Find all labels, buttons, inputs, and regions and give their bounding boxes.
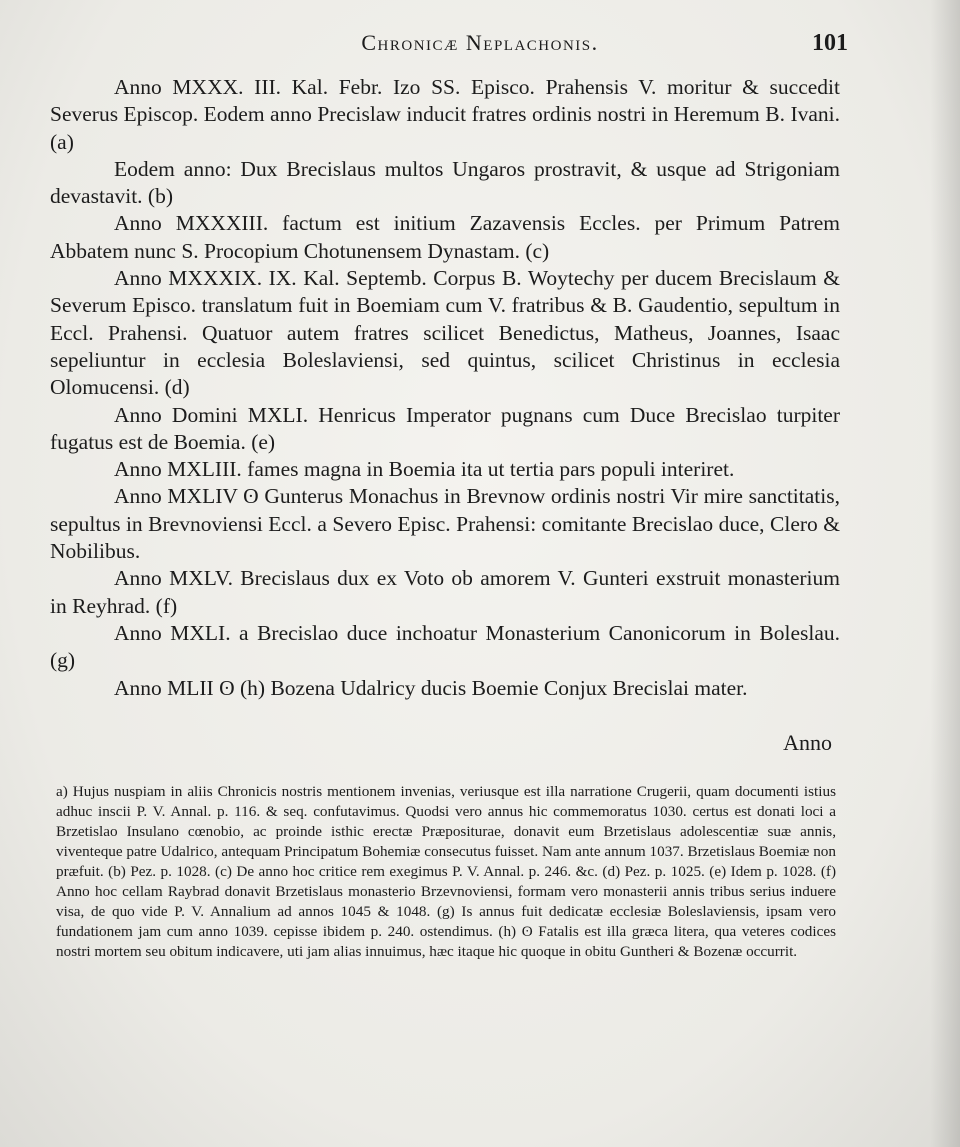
paragraph-anno-1044: Anno MXLIV ʘ Gunterus Monachus in Brevnow ordinis nostri Vir mire sanctitatis, sepultus in Brevnoviensi Eccl. a Severo Episc. Prahensi: comitante Brecislao duce, Clero & Nobilibus. (50, 484, 840, 564)
main-text (50, 74, 840, 702)
paragraph-anno-1045: Anno MXLV. Brecislaus dux ex Voto ob amorem V. Gunteri exstruit monasterium in Reyhrad. (f) (50, 566, 840, 618)
paragraph-anno-1030: Anno MXXX. III. Kal. Febr. Izo SS. Episco. Prahensis V. moritur & succedit Severus Episcop. Eodem anno Precislaw inducit fratres ordinis nostri in Heremum B. Ivani. (a) (50, 75, 840, 154)
page-number: 101 (812, 30, 848, 56)
paragraph-anno-1043: Anno MXLIII. fames magna in Boemia ita ut tertia pars populi interiret. (114, 457, 735, 482)
footnote-text: a) Hujus nuspiam in aliis Chronicis nostris mentionem invenias, veriusque est illa narratione Crugerii, quam documenti istius adhuc inscii P. V. Annal. p. 116. & seq. confutavimus. Quodsi vero annus hic commemoratus 1030. certus est donati loci a Brzetislao Insulano cœnobio, ac proinde isthic erectæ Præpositurae, donavit eum Brzetislaus adolescentiæ suæ annis, viventeque patre Udalrico, antequam Principatum Bohemiæ consecutus fuisset. Nam ante annum 1037. Brzetislaus Boemiæ non præfuit. (b) Pez. p. 1028. (c) De anno hoc critice rem exegimus P. V. Annal. p. 246. &c. (d) Pez. p. 1025. (e) Idem p. 1028. (f) Anno hoc cellam Raybrad donavit Brzetislaus monasterio Brzevnoviensi, formam vero monasterii annis tribus serius induere visa, de quo vide P. V. Annalium ad annos 1045 & 1048. (g) Is annus fuit dedicatæ ecclesiæ Boleslaviensis, ipsam vero fundationem jam cum anno 1039. cepisse ibidem p. 240. ostendimus. (h) ʘ Fatalis est illa græca litera, qua veteres codices nostri mortem seu obitum indicavere, uti jam alias innuimus, hæc itaque hic quoque in obitu Guntheri & Bozenæ occurrit. (56, 783, 836, 960)
page-edge-shadow (930, 0, 960, 1147)
catchword: Anno (783, 730, 832, 755)
page-header (0, 30, 960, 62)
paragraph-anno-1039: Anno MXXXIX. IX. Kal. Septemb. Corpus B. Woytechy per ducem Brecislaum & Severum Episco. translatum fuit in Boemiam cum V. fratribus & B. Gaudentio, sepultum in Eccl. Prahensi. Quatuor autem fratres scilicet Benedictus, Matheus, Joannes, Isaac sepeliuntur in ecclesia Boleslaviensi, sed quintus, scilicet Christinus in ecclesia Olomucensi. (d) (50, 266, 840, 400)
paragraph-eodem-anno: Eodem anno: Dux Brecislaus multos Ungaros prostravit, & usque ad Strigoniam devastavit. (b) (50, 156, 840, 209)
running-title: Chronicæ Neplachonis. (361, 30, 599, 55)
paragraph-anno-1033: Anno MXXXIII. factum est initium Zazavensis Eccles. per Primum Patrem Abbatem nunc S. Procopium Chotunensem Dynastam. (c) (50, 211, 840, 263)
paragraph-anno-1041: Anno Domini MXLI. Henricus Imperator pugnans cum Duce Brecislao turpiter fugatus est de Boemia. (e) (50, 402, 840, 454)
paragraph-anno-1041-boleslau: Anno MXLI. a Brecislao duce inchoatur Monasterium Canonicorum in Boleslau. (g) (50, 620, 840, 673)
footnotes (56, 782, 836, 962)
paragraph-anno-1052: Anno MLII ʘ (h) Bozena Udalricy ducis Boemie Conjux Brecislai mater. (114, 675, 748, 700)
